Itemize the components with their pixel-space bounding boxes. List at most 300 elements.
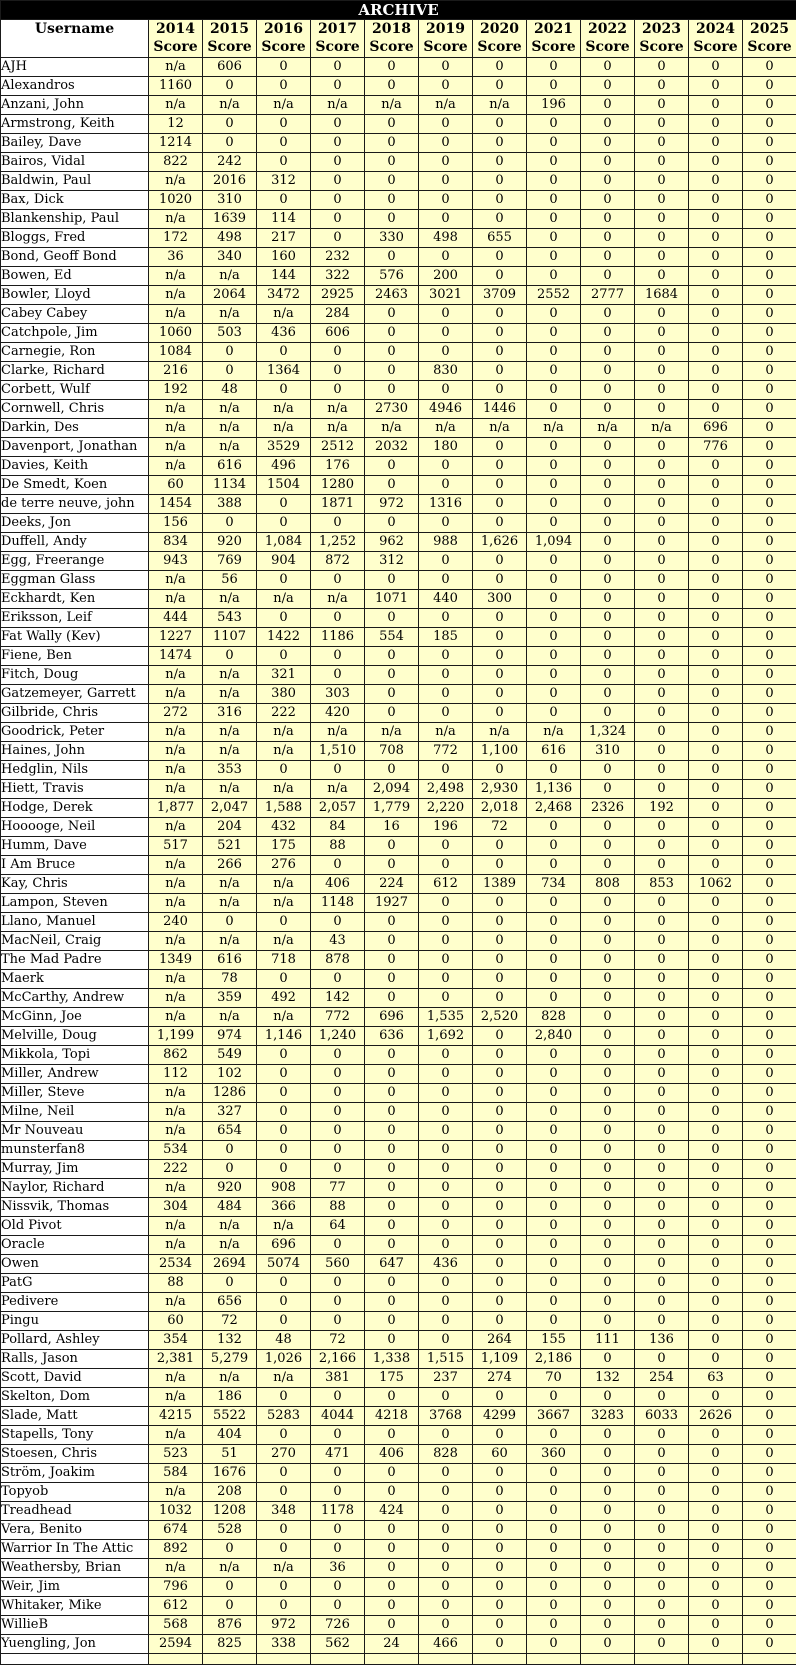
username-cell: Humm, Dave	[1, 837, 149, 856]
score-cell: 266	[203, 856, 257, 875]
score-cell: n/a	[149, 761, 203, 780]
score-cell: 0	[635, 1521, 689, 1540]
score-cell: n/a	[257, 1217, 311, 1236]
score-cell: 0	[743, 1236, 796, 1255]
score-cell: 0	[581, 1122, 635, 1141]
score-cell: 612	[149, 1597, 203, 1616]
empty-cell	[365, 1654, 419, 1665]
score-cell: 0	[635, 1198, 689, 1217]
score-cell: 0	[635, 894, 689, 913]
score-cell: 0	[365, 1388, 419, 1407]
score-cell: 0	[689, 495, 743, 514]
score-cell: 112	[149, 1065, 203, 1084]
score-cell: 0	[743, 970, 796, 989]
empty-cell	[149, 1654, 203, 1665]
table-row	[1, 742, 796, 761]
score-cell: 0	[365, 153, 419, 172]
table-row	[1, 932, 796, 951]
table-row	[1, 628, 796, 647]
score-cell: 0	[689, 1597, 743, 1616]
score-cell: 920	[203, 533, 257, 552]
score-cell: 1,100	[473, 742, 527, 761]
score-cell: 0	[581, 856, 635, 875]
score-cell: 0	[473, 1065, 527, 1084]
score-cell: 0	[527, 628, 581, 647]
score-cell: 0	[635, 1426, 689, 1445]
table-row	[1, 1578, 796, 1597]
table-row	[1, 1046, 796, 1065]
score-cell: 0	[473, 571, 527, 590]
score-cell: 0	[203, 343, 257, 362]
score-cell: n/a	[149, 1008, 203, 1027]
score-cell: 0	[743, 1179, 796, 1198]
score-cell: 0	[473, 1217, 527, 1236]
score-cell: 0	[689, 229, 743, 248]
score-cell: 0	[203, 362, 257, 381]
table-row	[1, 761, 796, 780]
score-cell: 0	[473, 1312, 527, 1331]
empty-cell	[635, 1654, 689, 1665]
score-cell: 0	[527, 115, 581, 134]
score-cell: 0	[581, 134, 635, 153]
score-cell: n/a	[203, 685, 257, 704]
score-cell: 0	[365, 913, 419, 932]
score-cell: 0	[581, 818, 635, 837]
score-cell: n/a	[149, 172, 203, 191]
score-cell: 0	[581, 989, 635, 1008]
score-cell: 0	[635, 951, 689, 970]
table-row	[1, 305, 796, 324]
score-cell: 0	[365, 1426, 419, 1445]
score-cell: 0	[581, 1616, 635, 1635]
score-cell: 0	[581, 1160, 635, 1179]
score-cell: 0	[743, 875, 796, 894]
score-cell: 0	[743, 1046, 796, 1065]
score-cell: 0	[743, 1217, 796, 1236]
score-cell: 0	[581, 590, 635, 609]
score-cell: 0	[365, 514, 419, 533]
score-cell: 0	[635, 1122, 689, 1141]
username-cell: Davenport, Jonathan	[1, 438, 149, 457]
empty-cell	[581, 1654, 635, 1665]
score-cell: n/a	[311, 723, 365, 742]
score-cell: 0	[743, 1426, 796, 1445]
score-cell: n/a	[149, 666, 203, 685]
table-row	[1, 1027, 796, 1046]
table-row	[1, 1103, 796, 1122]
username-cell: Vera, Benito	[1, 1521, 149, 1540]
score-cell: 0	[581, 951, 635, 970]
score-cell: 0	[635, 343, 689, 362]
table-row	[1, 400, 796, 419]
score-cell: 0	[419, 1236, 473, 1255]
score-cell: n/a	[257, 400, 311, 419]
score-cell: 0	[689, 704, 743, 723]
score-cell: 0	[311, 1293, 365, 1312]
score-cell: 136	[635, 1331, 689, 1350]
score-cell: 0	[743, 1521, 796, 1540]
score-cell: 0	[689, 305, 743, 324]
score-cell: 0	[689, 1331, 743, 1350]
score-cell: 834	[149, 533, 203, 552]
score-cell: 3283	[581, 1407, 635, 1426]
score-cell: 185	[419, 628, 473, 647]
score-cell: n/a	[149, 723, 203, 742]
table-row	[1, 1217, 796, 1236]
username-header: Username	[1, 20, 149, 58]
score-cell: 0	[419, 1274, 473, 1293]
score-cell: 1389	[473, 875, 527, 894]
score-cell: 776	[689, 438, 743, 457]
score-cell: 0	[527, 1635, 581, 1654]
table-row	[1, 1521, 796, 1540]
score-cell: 0	[635, 134, 689, 153]
score-cell: 0	[527, 229, 581, 248]
score-cell: 1,692	[419, 1027, 473, 1046]
score-cell: 284	[311, 305, 365, 324]
score-cell: 568	[149, 1616, 203, 1635]
username-cell: Yuengling, Jon	[1, 1635, 149, 1654]
score-cell: 0	[689, 590, 743, 609]
score-cell: 972	[365, 495, 419, 514]
score-cell: 0	[689, 666, 743, 685]
username-cell: Warrior In The Attic	[1, 1540, 149, 1559]
score-cell: 0	[419, 248, 473, 267]
score-cell: 0	[743, 457, 796, 476]
score-cell: 0	[581, 666, 635, 685]
score-cell: 3472	[257, 286, 311, 305]
score-cell: 114	[257, 210, 311, 229]
empty-cell	[257, 1654, 311, 1665]
score-cell: 825	[203, 1635, 257, 1654]
score-cell: 0	[743, 1122, 796, 1141]
score-cell: 769	[203, 552, 257, 571]
score-cell: 543	[203, 609, 257, 628]
score-cell: 0	[635, 1046, 689, 1065]
score-cell: 0	[473, 1426, 527, 1445]
score-label: Score	[531, 39, 576, 55]
score-cell: 0	[581, 685, 635, 704]
score-cell: 0	[635, 1350, 689, 1369]
score-cell: 381	[311, 1369, 365, 1388]
table-row	[1, 780, 796, 799]
score-cell: 0	[473, 1274, 527, 1293]
score-cell: 0	[689, 1388, 743, 1407]
score-cell: 0	[581, 514, 635, 533]
score-cell: 0	[257, 1046, 311, 1065]
score-cell: 0	[419, 1065, 473, 1084]
score-cell: 0	[635, 115, 689, 134]
score-cell: 0	[581, 628, 635, 647]
score-cell: 0	[743, 1274, 796, 1293]
score-cell: 2032	[365, 438, 419, 457]
score-cell: 0	[365, 1122, 419, 1141]
score-cell: 5,279	[203, 1350, 257, 1369]
score-cell: 0	[743, 1388, 796, 1407]
score-cell: 0	[581, 1521, 635, 1540]
score-cell: 276	[257, 856, 311, 875]
score-cell: 0	[743, 666, 796, 685]
score-cell: 1474	[149, 647, 203, 666]
table-row	[1, 1407, 796, 1426]
score-cell: 353	[203, 761, 257, 780]
username-cell: Bairos, Vidal	[1, 153, 149, 172]
score-cell: 0	[635, 305, 689, 324]
username-cell: I Am Bruce	[1, 856, 149, 875]
score-cell: 1,626	[473, 533, 527, 552]
score-cell: 359	[203, 989, 257, 1008]
score-cell: 0	[257, 381, 311, 400]
score-cell: 892	[149, 1540, 203, 1559]
score-cell: 0	[365, 476, 419, 495]
score-cell: 360	[527, 1445, 581, 1464]
score-cell: 2,094	[365, 780, 419, 799]
year-header-2024	[689, 20, 743, 58]
score-cell: n/a	[149, 1483, 203, 1502]
score-cell: 0	[473, 1464, 527, 1483]
username-cell: Hooooge, Neil	[1, 818, 149, 837]
score-cell: 380	[257, 685, 311, 704]
score-cell: 0	[689, 1122, 743, 1141]
score-cell: n/a	[203, 1008, 257, 1027]
username-cell: Eriksson, Leif	[1, 609, 149, 628]
score-cell: 0	[581, 1198, 635, 1217]
score-cell: 0	[581, 58, 635, 77]
score-cell: n/a	[473, 419, 527, 438]
score-cell: 0	[635, 780, 689, 799]
score-cell: 0	[581, 115, 635, 134]
score-cell: 2,220	[419, 799, 473, 818]
score-cell: 0	[365, 837, 419, 856]
score-cell: 0	[311, 210, 365, 229]
score-cell: 0	[689, 362, 743, 381]
score-cell: 0	[419, 609, 473, 628]
score-cell: 0	[473, 324, 527, 343]
score-cell: 0	[743, 419, 796, 438]
username-cell: Hiett, Travis	[1, 780, 149, 799]
score-cell: 466	[419, 1635, 473, 1654]
score-cell: n/a	[365, 723, 419, 742]
score-cell: 0	[527, 1065, 581, 1084]
table-row	[1, 457, 796, 476]
score-cell: 1927	[365, 894, 419, 913]
score-cell: 312	[257, 172, 311, 191]
score-cell: 0	[311, 1521, 365, 1540]
score-cell: 216	[149, 362, 203, 381]
score-cell: 1160	[149, 77, 203, 96]
score-cell: 1,109	[473, 1350, 527, 1369]
score-cell: 0	[419, 1426, 473, 1445]
score-cell: 0	[743, 134, 796, 153]
score-cell: 60	[473, 1445, 527, 1464]
score-cell: 484	[203, 1198, 257, 1217]
score-cell: 0	[635, 723, 689, 742]
score-cell: 0	[689, 609, 743, 628]
score-cell: 0	[473, 951, 527, 970]
score-cell: 560	[311, 1255, 365, 1274]
table-row	[1, 552, 796, 571]
score-cell: 0	[689, 818, 743, 837]
username-cell: Alexandros	[1, 77, 149, 96]
score-cell: 444	[149, 609, 203, 628]
score-cell: 0	[581, 970, 635, 989]
score-cell: 0	[743, 1027, 796, 1046]
score-cell: 0	[743, 761, 796, 780]
score-cell: 0	[743, 932, 796, 951]
table-row	[1, 1369, 796, 1388]
score-cell: 0	[473, 932, 527, 951]
score-cell: 0	[635, 533, 689, 552]
score-cell: 1280	[311, 476, 365, 495]
score-cell: 0	[743, 1312, 796, 1331]
score-cell: 348	[257, 1502, 311, 1521]
score-cell: 0	[581, 1103, 635, 1122]
score-cell: n/a	[203, 1217, 257, 1236]
score-cell: 0	[743, 780, 796, 799]
score-cell: 5074	[257, 1255, 311, 1274]
score-cell: 0	[743, 381, 796, 400]
score-cell: 0	[743, 1483, 796, 1502]
score-cell: 718	[257, 951, 311, 970]
score-cell: 0	[743, 856, 796, 875]
score-cell: 156	[149, 514, 203, 533]
table-row	[1, 476, 796, 495]
score-cell: 0	[311, 1464, 365, 1483]
score-cell: 0	[311, 856, 365, 875]
score-cell: 0	[635, 1236, 689, 1255]
score-cell: 60	[149, 476, 203, 495]
score-cell: n/a	[149, 1084, 203, 1103]
score-cell: 0	[635, 514, 689, 533]
score-cell: 0	[419, 457, 473, 476]
score-cell: 0	[419, 704, 473, 723]
score-cell: 1208	[203, 1502, 257, 1521]
score-cell: 0	[581, 1597, 635, 1616]
score-cell: 0	[689, 1293, 743, 1312]
score-cell: 0	[689, 1464, 743, 1483]
score-cell: 2777	[581, 286, 635, 305]
table-row	[1, 381, 796, 400]
year-label: 2015	[210, 21, 249, 37]
score-cell: 0	[311, 1141, 365, 1160]
score-cell: n/a	[257, 932, 311, 951]
score-cell: 0	[581, 1445, 635, 1464]
score-cell: 0	[419, 1179, 473, 1198]
score-cell: 1,535	[419, 1008, 473, 1027]
score-cell: 0	[635, 1160, 689, 1179]
score-cell: 0	[473, 1578, 527, 1597]
empty-cell	[419, 1654, 473, 1665]
score-cell: 0	[635, 837, 689, 856]
score-cell: 3667	[527, 1407, 581, 1426]
score-cell: 0	[365, 704, 419, 723]
score-cell: 3768	[419, 1407, 473, 1426]
score-cell: n/a	[311, 400, 365, 419]
score-cell: 0	[419, 970, 473, 989]
score-cell: 1020	[149, 191, 203, 210]
score-cell: 0	[527, 267, 581, 286]
score-cell: 0	[257, 1388, 311, 1407]
score-cell: 0	[473, 1027, 527, 1046]
score-cell: 338	[257, 1635, 311, 1654]
score-cell: n/a	[149, 1388, 203, 1407]
score-cell: n/a	[203, 400, 257, 419]
score-cell: 822	[149, 153, 203, 172]
score-cell: 554	[365, 628, 419, 647]
score-cell: 1286	[203, 1084, 257, 1103]
score-cell: 0	[473, 856, 527, 875]
table-row	[1, 210, 796, 229]
score-cell: 0	[527, 1388, 581, 1407]
score-cell: 0	[473, 1179, 527, 1198]
score-cell: 0	[419, 913, 473, 932]
score-cell: 0	[635, 210, 689, 229]
score-cell: 0	[527, 1217, 581, 1236]
score-cell: 0	[581, 400, 635, 419]
score-cell: n/a	[203, 723, 257, 742]
score-cell: 0	[581, 229, 635, 248]
score-cell: 0	[743, 818, 796, 837]
score-cell: 0	[527, 970, 581, 989]
score-cell: 0	[257, 571, 311, 590]
table-row	[1, 1388, 796, 1407]
score-cell: 1676	[203, 1464, 257, 1483]
table-row	[1, 115, 796, 134]
score-cell: 0	[419, 1578, 473, 1597]
score-cell: n/a	[257, 894, 311, 913]
score-cell: 0	[527, 552, 581, 571]
table-row	[1, 1464, 796, 1483]
score-cell: 436	[419, 1255, 473, 1274]
score-cell: 0	[473, 1141, 527, 1160]
score-cell: 0	[635, 248, 689, 267]
score-cell: 0	[743, 1597, 796, 1616]
score-cell: 0	[743, 837, 796, 856]
score-cell: 0	[527, 1464, 581, 1483]
score-cell: n/a	[257, 305, 311, 324]
score-cell: n/a	[149, 438, 203, 457]
score-cell: 0	[311, 58, 365, 77]
username-cell: Scott, David	[1, 1369, 149, 1388]
score-cell: 0	[581, 1540, 635, 1559]
empty-cell	[743, 1654, 796, 1665]
score-cell: 0	[311, 1578, 365, 1597]
score-cell: 0	[365, 1274, 419, 1293]
score-cell: 0	[635, 1027, 689, 1046]
score-cell: 0	[473, 837, 527, 856]
score-cell: 0	[311, 134, 365, 153]
score-cell: 0	[743, 533, 796, 552]
username-cell: Anzani, John	[1, 96, 149, 115]
score-cell: 0	[365, 1559, 419, 1578]
score-cell: n/a	[149, 286, 203, 305]
score-cell: 0	[581, 1426, 635, 1445]
score-cell: 0	[689, 1084, 743, 1103]
username-cell: Slade, Matt	[1, 1407, 149, 1426]
table-row	[1, 685, 796, 704]
score-cell: 0	[743, 1407, 796, 1426]
score-cell: 0	[473, 1103, 527, 1122]
score-cell: 0	[311, 77, 365, 96]
score-cell: 0	[581, 191, 635, 210]
score-cell: 2,930	[473, 780, 527, 799]
score-cell: 88	[311, 1198, 365, 1217]
score-cell: 0	[743, 1255, 796, 1274]
score-cell: 0	[581, 1502, 635, 1521]
score-cell: 274	[473, 1369, 527, 1388]
table-row	[1, 58, 796, 77]
table-row	[1, 818, 796, 837]
